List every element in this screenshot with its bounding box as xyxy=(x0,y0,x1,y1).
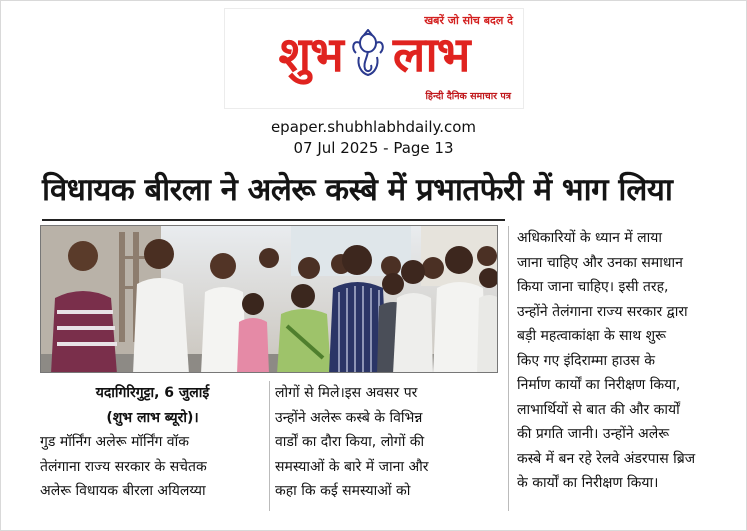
body-line: अलेरू विधायक बीरला अयिलय्या xyxy=(40,483,206,499)
article-dateline: यदागिरिगुट्टा, 6 जुलाई xyxy=(95,385,210,401)
body-line: की प्रगति जानी। उन्होंने अलेरू xyxy=(517,426,670,442)
body-line: लाभार्थियों से बात की और कार्यों xyxy=(517,401,680,418)
brand-logo xyxy=(225,25,523,85)
article-column-3 xyxy=(517,226,739,496)
brand-right: लाभ xyxy=(392,27,470,83)
masthead-subtitle: हिन्दी दैनिक समाचार पत्र xyxy=(425,91,511,102)
epaper-url: epaper.shubhlabhdaily.com xyxy=(270,118,477,136)
body-line: उन्होंने तेलंगाना राज्य सरकार द्वारा xyxy=(517,303,688,320)
body-line: किया जाना चाहिए। इसी तरह, xyxy=(517,279,669,295)
body-line: गुड मॉर्निंग अलेरू मॉर्निंग वॉक xyxy=(40,434,189,450)
masthead-tagline: खबरें जो सोच बदल दे xyxy=(424,14,513,27)
masthead xyxy=(224,8,524,109)
article-column-1 xyxy=(40,381,265,504)
body-line: तेलंगाना राज्य सरकार के सचेतक xyxy=(40,458,207,475)
headline-divider xyxy=(42,219,505,221)
brand-left: शुभ xyxy=(278,27,343,83)
body-line: कहा कि कई समस्याओं को xyxy=(275,483,411,499)
ganesh-logo-icon xyxy=(347,29,389,81)
column-divider xyxy=(269,381,270,511)
body-line: लोगों से मिले।इस अवसर पर xyxy=(275,385,418,401)
article-headline: विधायक बीरला ने अलेरू कस्बे में प्रभातफेरी में भाग लिया xyxy=(42,172,673,208)
body-line: समस्याओं के बारे में जाना और xyxy=(275,458,429,475)
article-bureau: (शुभ लाभ ब्यूरो)। xyxy=(106,409,199,426)
body-line: के कार्यों का निरीक्षण किया। xyxy=(517,475,659,491)
body-line: जाना चाहिए और उनका समाधान xyxy=(517,254,683,271)
body-line: वार्डों का दौरा किया, लोगों की xyxy=(275,434,425,450)
edition-date-page: 07 Jul 2025 - Page 13 xyxy=(293,139,454,157)
body-line: उन्होंने अलेरू कस्बे के विभिन्न xyxy=(275,409,423,426)
body-line: अधिकारियों के ध्यान में लाया xyxy=(517,230,662,246)
article-column-2 xyxy=(275,381,497,504)
group-photo xyxy=(40,225,498,373)
body-line: कस्बे में बन रहे रेलवे अंडरपास ब्रिज xyxy=(517,450,696,467)
body-line: किए गए इंदिराम्मा हाउस के xyxy=(517,352,655,369)
body-line: बड़ी महत्वाकांक्षा के साथ शुरू xyxy=(517,328,667,344)
column-divider xyxy=(508,226,509,511)
body-line: निर्माण कार्यों का निरीक्षण किया, xyxy=(517,377,681,393)
